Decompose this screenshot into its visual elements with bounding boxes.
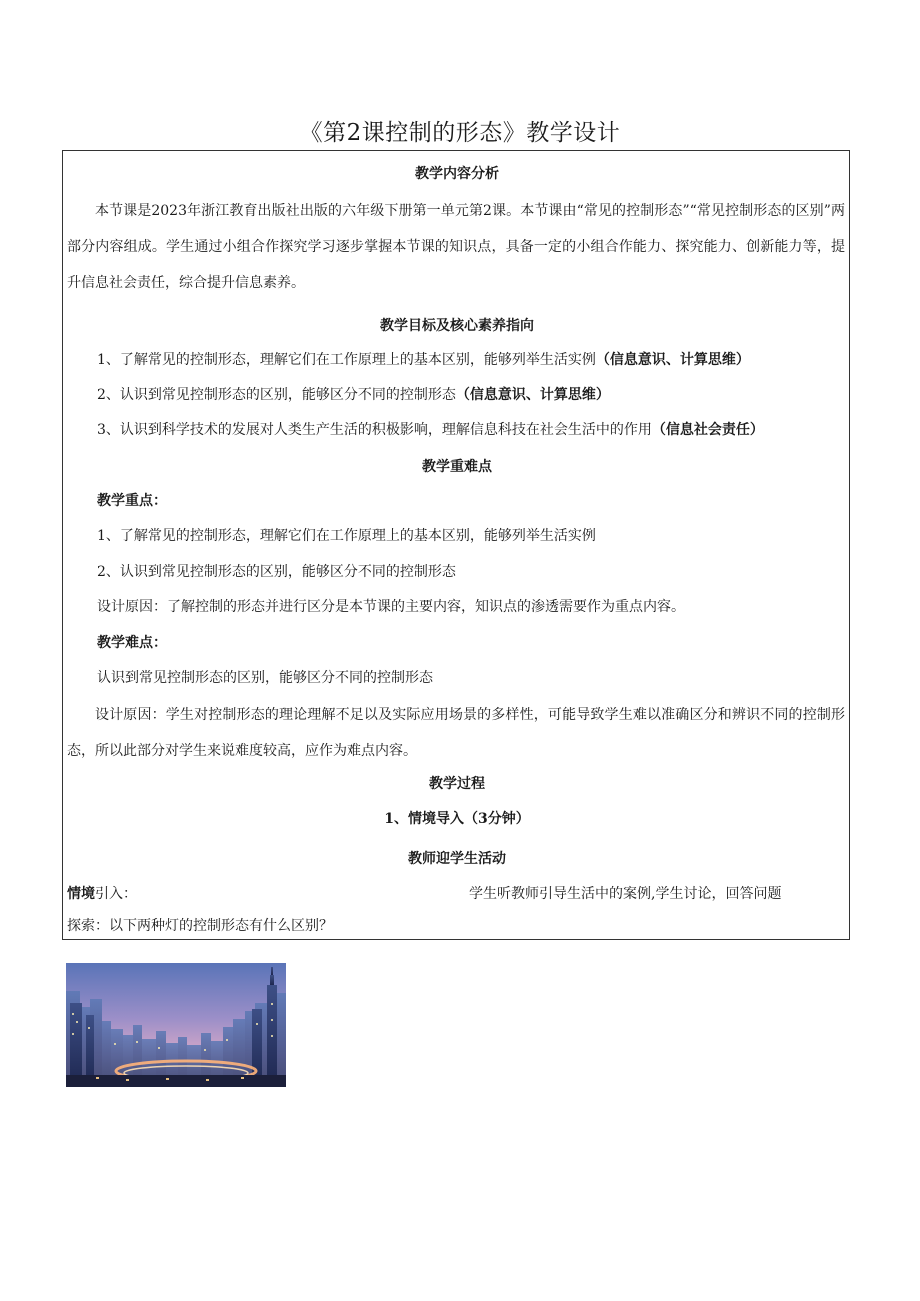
goals-heading: 教学目标及核心素养指向 [380,318,534,334]
process-heading: 教学过程 [429,776,485,792]
process-step-1: 1、情境导入（3分钟） [384,811,530,827]
goal-tag: （信息社会责任） [651,422,764,438]
focus-item-1: 1、了解常见的控制形态，理解它们在工作原理上的基本区别，能够列举生活实例 [97,528,596,544]
activity-heading: 教师迎学生活动 [408,851,506,867]
intro-bold: 情境 [67,886,95,902]
lesson-plan-table [62,150,850,940]
goal-text: 3、认识到科学技术的发展对人类生产生活的积极影响，理解信息科技在社会生活中的作用 [97,422,652,438]
city-skyline-icon [66,963,286,1087]
intro-rest: 引入： [95,886,137,902]
goal-text: 2、认识到常见控制形态的区别，能够区分不同的控制形态 [97,387,456,403]
goal-tag: （信息意识、计算思维） [455,387,610,403]
goal-item-1 [97,349,750,371]
document-title: 《第2课控制的形态》教学设计 [299,120,621,146]
difficulty-item: 认识到常见控制形态的区别，能够区分不同的控制形态 [97,670,433,686]
difficulty-reason: 设计原因：学生对控制形态的理论理解不足以及实际应用场景的多样性，可能导致学生难以准确区分和辨识不同的控制形态，所以此部分对学生来说难度较高，应作为难点内容。 [67,707,845,759]
city-skyline-night-photo [66,963,286,1087]
difficulty-label: 教学难点： [97,635,167,651]
goal-tag: （信息意识、计算思维） [595,352,750,368]
key-points-heading: 教学重难点 [422,459,492,475]
content-analysis-paragraph: 本节课是2023年浙江教育出版社出版的六年级下册第一单元第2课。本节课由“常见的控制形态”“常见控制形态的区别”两部分内容组成。学生通过小组合作探究学习逐步掌握本节课的知识点，具备一定的小组合作能力、探究能力、创新能力等，提升信息社会责任，综合提升信息素养。 [67,203,845,291]
goal-item-2 [97,384,610,406]
focus-item-2: 2、认识到常见控制形态的区别，能够区分不同的控制形态 [97,564,456,580]
student-activity: 学生听教师引导生活中的案例,学生讨论，回答问题 [469,886,782,902]
explore-question: 探索：以下两种灯的控制形态有什么区别？ [67,918,333,934]
goal-item-3 [97,419,764,441]
content-analysis-heading: 教学内容分析 [415,166,499,182]
focus-reason: 设计原因：了解控制的形态并进行区分是本节课的主要内容，知识点的渗透需要作为重点内容。 [97,599,685,615]
focus-label: 教学重点： [97,493,167,509]
intro-line [67,883,137,905]
goal-text: 1、了解常见的控制形态，理解它们在工作原理上的基本区别，能够列举生活实例 [97,352,596,368]
